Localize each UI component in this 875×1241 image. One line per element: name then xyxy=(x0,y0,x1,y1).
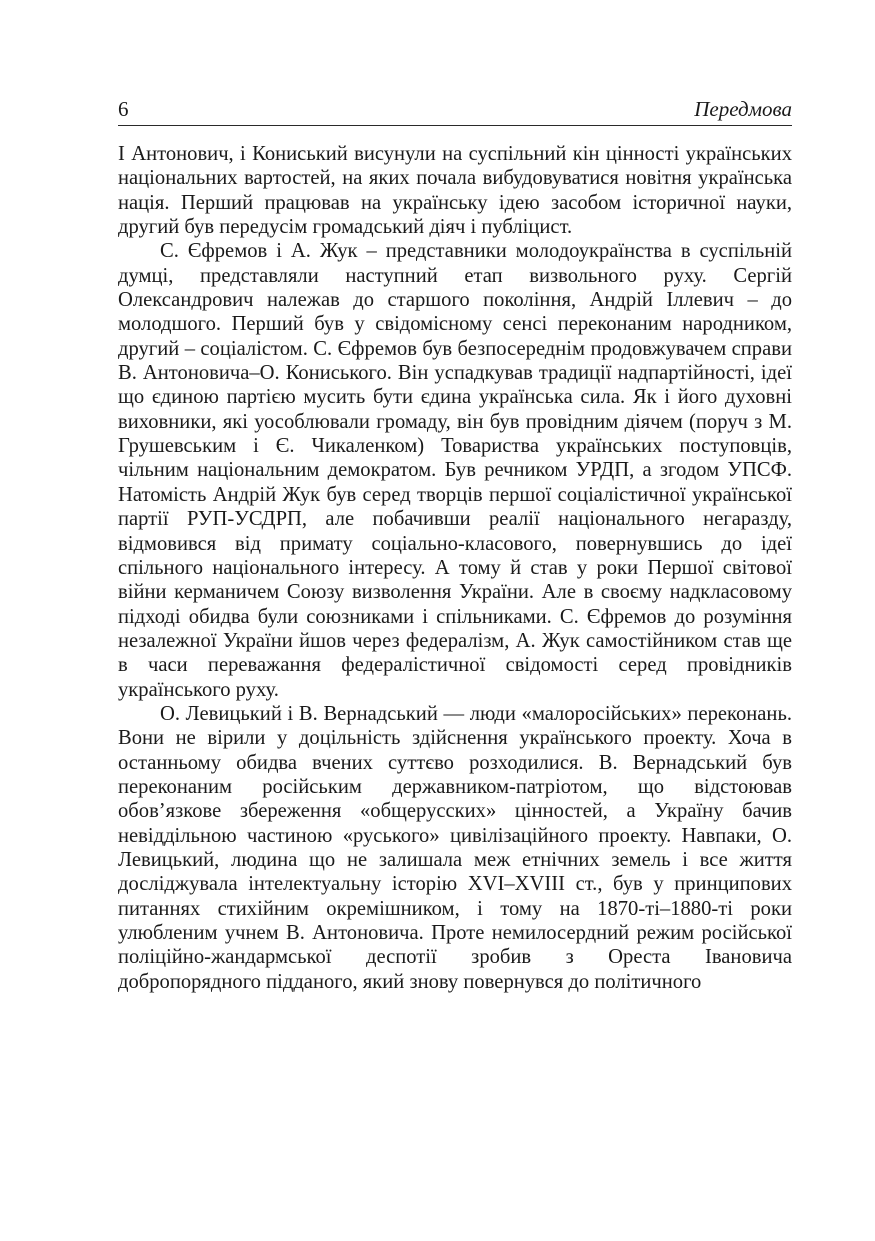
page-number: 6 xyxy=(118,97,129,121)
running-header xyxy=(118,96,792,126)
section-title: Передмова xyxy=(694,97,792,121)
paragraph-3: О. Левицький і В. Вернадський — люди «малоросійських» переконань. Вони не вірили у доцільність здійснення українського проекту. Хоча в останньому обидва вчених суттєво розходилися. В. Вернадський був переконаним російським державником-патріотом, що відстоював обов’язкове збереження «общерусских» цінностей, а Україну бачив невіддільною частиною «руського» цивілізаційного проекту. Навпаки, О. Левицький, людина що не залишала меж етнічних земель і все життя досліджувала інтелектуальну історію XVI–XVIII ст., був у принципових питаннях стихійним окремішником, і тому на 1870-ті–1880-ті роки улюбленим учнем В. Антоновича. Проте немилосердний режим російської поліційно-жандармської деспотії зробив з Ореста Івановича добропорядного підданого, який знову повернувся до політичного xyxy=(118,702,792,993)
body-text xyxy=(118,142,792,994)
paragraph-1: І Антонович, і Кониський висунули на суспільний кін цінності українських національних вартостей, на яких почала вибудовуватися новітня українська нація. Перший працював на українську ідею засобом історичної науки, другий був передусім громадський діяч і публіцист. xyxy=(118,143,792,239)
book-page xyxy=(118,96,792,994)
paragraph-2: С. Єфремов і А. Жук – представники молодоукраїнства в суспільній думці, представляли наступний етап визвольного руху. Сергій Олександрович належав до старшого покоління, Андрій Іллевич – до молодшого. Перший був у свідомісному сенсі переконаним народником, другий – соціалістом. С. Єфремов був безпосереднім продовжувачем справи В. Антоновича–О. Кониського. Він успадкував традиції надпартійності, ідеї що єдиною партією мусить бути єдина українська сила. Як і його духовні виховники, які уособлювали громаду, він був провідним діячем (поруч з М. Грушевським і Є. Чикаленком) Товариства українських поступовців, чільним національним демократом. Був речником УРДП, а згодом УПСФ. Натомість Андрій Жук був серед творців першої соціалістичної української партії РУП-УСДРП, але побачивши реалії національного негаразду, відмовився від примату соціально-класового, повернувшись до ідеї спільного національного інтересу. А тому й став у роки Першої світової війни керманичем Союзу визволення України. Але в своєму надкласовому підході обидва були союзниками і спільниками. С. Єфремов до розуміння незалежної України йшов через федералізм, А. Жук самостійником став ще в часи переважання федералістичної свідомості серед провідників українського руху. xyxy=(118,240,792,701)
